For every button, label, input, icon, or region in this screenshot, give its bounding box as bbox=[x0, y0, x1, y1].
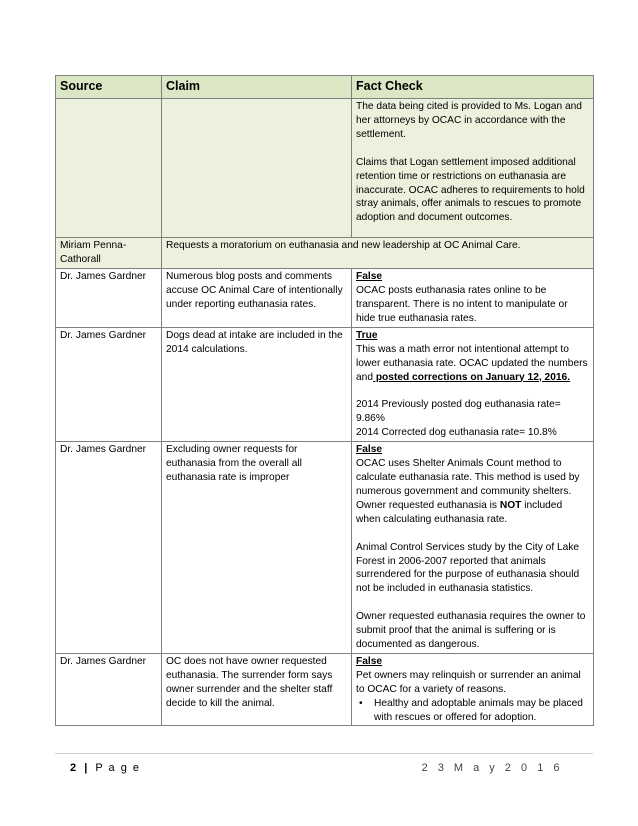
emphasis-text: NOT bbox=[499, 499, 522, 511]
bullet-list bbox=[356, 697, 589, 725]
fact-text: OCAC uses Shelter Animals Count method to calculate euthanasia rate. This method is used by numerous government and community shelters. Owner requested euthanasia is bbox=[356, 458, 580, 511]
fact-paragraph: Claims that Logan settlement imposed additional retention time or restrictions on euthanasia are inaccurate. OCAC adheres to requirements to hold stray animals, offer animals to rescues to promote adoption and document outcomes. bbox=[356, 156, 585, 224]
footer-date: 2 3 M a y 2 0 1 6 bbox=[421, 762, 563, 774]
table-row bbox=[56, 238, 594, 269]
fact-check-cell bbox=[352, 653, 594, 726]
header-claim: Claim bbox=[162, 76, 352, 99]
source-cell: Dr. James Gardner bbox=[56, 442, 162, 654]
verdict-label: False bbox=[356, 270, 383, 282]
source-cell bbox=[56, 99, 162, 238]
corrections-link[interactable]: posted corrections on January 12, 2016. bbox=[373, 371, 571, 383]
claim-cell: OC does not have owner requested euthanasia. The surrender form says owner surrender and the shelter staff decide to kill the animal. bbox=[162, 653, 352, 726]
claim-cell: Dogs dead at intake are included in the 2014 calculations. bbox=[162, 327, 352, 441]
fact-paragraph bbox=[356, 457, 589, 527]
claim-cell bbox=[162, 99, 352, 238]
claim-cell: Numerous blog posts and comments accuse OC Animal Care of intentionally under reporting euthanasia rates. bbox=[162, 268, 352, 327]
page-footer bbox=[55, 753, 593, 782]
fact-paragraph: Pet owners may relinquish or surrender an animal to OCAC for a variety of reasons. bbox=[356, 669, 581, 695]
table-row bbox=[56, 268, 594, 327]
claim-cell: Requests a moratorium on euthanasia and new leadership at OC Animal Care. bbox=[162, 238, 594, 269]
fact-paragraph: 2014 Corrected dog euthanasia rate= 10.8% bbox=[356, 427, 557, 439]
table-row bbox=[56, 653, 594, 726]
source-cell: Dr. James Gardner bbox=[56, 653, 162, 726]
source-cell: Dr. James Gardner bbox=[56, 268, 162, 327]
page-number-label bbox=[70, 762, 141, 774]
fact-paragraph: The data being cited is provided to Ms. Logan and her attorneys by OCAC in accordance with the settlement. bbox=[356, 101, 582, 140]
source-cell: Miriam Penna-Cathorall bbox=[56, 238, 162, 269]
fact-text: included when calculating euthanasia rate. bbox=[356, 499, 563, 525]
fact-check-cell bbox=[352, 99, 594, 238]
fact-check-cell bbox=[352, 442, 594, 654]
fact-paragraph: Animal Control Services study by the City of Lake Forest in 2006-2007 reported that animals surrendered for the purpose of euthanasia should not be included in euthanasia statistics. bbox=[356, 541, 580, 595]
list-item bbox=[359, 697, 589, 725]
header-source: Source bbox=[56, 76, 162, 99]
table-row bbox=[56, 442, 594, 654]
fact-paragraph bbox=[356, 343, 589, 385]
verdict-label: True bbox=[356, 329, 378, 341]
verdict-label: False bbox=[356, 444, 383, 456]
fact-check-table bbox=[55, 75, 594, 726]
bullet-icon: • bbox=[359, 697, 363, 709]
fact-paragraph: 2014 Previously posted dog euthanasia rate= 9.86% bbox=[356, 399, 561, 425]
claim-cell: Excluding owner requests for euthanasia from the overall all euthanasia rate is improper bbox=[162, 442, 352, 654]
page-number: 2 bbox=[70, 762, 78, 774]
fact-check-cell bbox=[352, 268, 594, 327]
verdict-label: False bbox=[356, 655, 383, 667]
list-item-text: Healthy and adoptable animals may be placed with rescues or offered for adoption. bbox=[374, 697, 583, 723]
header-fact-check: Fact Check bbox=[352, 76, 594, 99]
footer-separator: | bbox=[84, 762, 89, 774]
table-row bbox=[56, 99, 594, 238]
fact-paragraph: Owner requested euthanasia requires the owner to submit proof that the animal is suffering or is documented as dangerous. bbox=[356, 611, 586, 651]
fact-paragraph: OCAC posts euthanasia rates online to be transparent. There is no intent to manipulate or hide true euthanasia rates. bbox=[356, 284, 568, 324]
fact-check-cell bbox=[352, 327, 594, 441]
source-cell: Dr. James Gardner bbox=[56, 327, 162, 441]
table-row bbox=[56, 327, 594, 441]
fact-text: This was a math error not intentional attempt to lower euthanasia rate. OCAC updated the numbers and bbox=[356, 343, 588, 383]
page-word: P a g e bbox=[95, 762, 141, 774]
table-header-row bbox=[56, 76, 594, 99]
